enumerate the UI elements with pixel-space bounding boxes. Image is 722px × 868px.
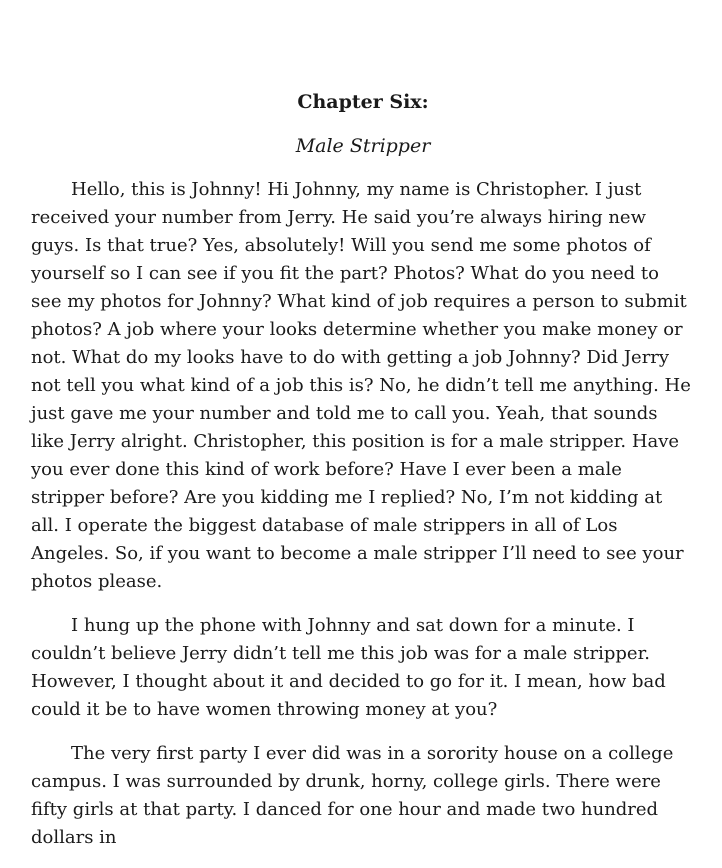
chapter-subtitle: Male Stripper xyxy=(295,135,431,157)
document-page xyxy=(31,88,695,868)
paragraph-1: Hello, this is Johnny! Hi Johnny, my name is Christopher. I just received your number from Jerry. He said you’re always hiring new guys. Is that true? Yes, absolutely! Will you send me some photos of yourself so I can see if you fit the part? Photos? What do you need to see my photos for Johnny? What kind of job requires a person to submit photos? A job where your looks determine whether you make money or not. What do my looks have to do with getting a job Johnny? Did Jerry not tell you what kind of a job this is? No, he didn’t tell me anything. He just gave me your number and told me to call you. Yeah, that sounds like Jerry alright. Christopher, this position is for a male stripper. Have you ever done this kind of work before? Have I ever been a male stripper before? Are you kidding me I replied? No, I’m not kidding at all. I operate the biggest database of male strippers in all of Los Angeles. So, if you want to become a male stripper I’ll need to see your photos please. xyxy=(31,179,691,592)
paragraph-3: The very first party I ever did was in a sorority house on a college campus. I was surrounded by drunk, horny, college girls. There were fifty girls at that party. I danced for one hour and made two hundred dollars in xyxy=(31,743,674,848)
paragraph-2: I hung up the phone with Johnny and sat down for a minute. I couldn’t believe Jerry didn’t tell me this job was for a male stripper. However, I thought about it and decided to go for it. I mean, how bad could it be to have women throwing money at you? xyxy=(31,615,666,720)
chapter-title: Chapter Six: xyxy=(297,91,429,113)
